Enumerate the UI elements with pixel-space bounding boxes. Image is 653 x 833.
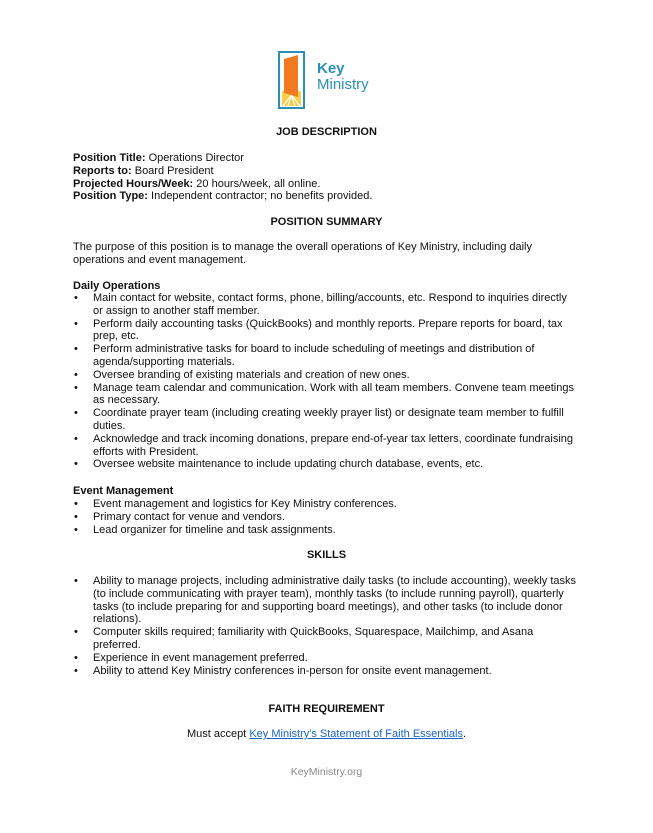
daily-operations-list (73, 292, 578, 471)
page-title: JOB DESCRIPTION (276, 126, 377, 138)
detail-value: Independent contractor; no benefits provided. (147, 190, 373, 203)
list-item: • Manage team calendar and communication. Work with all team members. Convene team meetings as necessary. (73, 382, 578, 408)
skills-heading: SKILLS (306, 549, 347, 561)
daily-operations-heading: Daily Operations (73, 280, 161, 292)
detail-label: Position Title: (73, 152, 146, 164)
list-item: • Experience in event management preferred. (73, 652, 578, 665)
list-item: • Acknowledge and track incoming donations, prepare end-of-year tax letters, coordinate fundraising efforts with President. (73, 433, 578, 459)
list-item: • Computer skills required; familiarity with QuickBooks, Squarespace, Mailchimp, and Asana preferred. (73, 626, 578, 652)
list-item: • Coordinate prayer team (including creating weekly prayer list) or designate team member to fulfill duties. (73, 407, 578, 433)
list-item: • Lead organizer for timeline and task assignments. (73, 524, 578, 537)
detail-label: Reports to: (73, 164, 132, 177)
detail-value: 20 hours/week, all online. (193, 177, 321, 190)
list-item: • Perform administrative tasks for board to include scheduling of meetings and distribution of agenda/supporting materials. (73, 343, 578, 369)
detail-label: Position Type: (73, 190, 148, 203)
event-management-heading: Event Management (73, 485, 174, 497)
logo-wordmark (317, 61, 369, 93)
list-item: • Ability to manage projects, including administrative daily tasks (to include accounting), weekly tasks (to include communicating with prayer team), monthly tasks (to include running payroll), quarterly tasks (to include preparing for and supporting board meetings), and other tasks (to include donor relations). (73, 575, 578, 626)
summary-heading: POSITION SUMMARY (270, 216, 383, 228)
detail-label: Projected Hours/Week: (73, 177, 194, 190)
list-item: • Oversee branding of existing materials and creation of new ones. (73, 369, 578, 382)
position-details (73, 152, 583, 203)
list-item: • Ability to attend Key Ministry conferences in-person for onsite event management. (73, 665, 578, 678)
faith-suffix: . (462, 728, 467, 740)
list-item: • Event management and logistics for Key Ministry conferences. (73, 498, 578, 511)
detail-value: Operations Director (145, 152, 244, 164)
door-logo-icon (278, 51, 305, 109)
footer-url: KeyMinistry.org (290, 766, 363, 778)
detail-row (73, 152, 583, 165)
detail-row (73, 190, 583, 203)
statement-of-faith-link[interactable]: Key Ministry's Statement of Faith Essentials (249, 728, 463, 740)
detail-row (73, 165, 583, 178)
faith-statement (0, 728, 653, 740)
logo-line-1: Key (317, 60, 345, 77)
list-item: • Primary contact for venue and vendors. (73, 511, 578, 524)
list-item: • Main contact for website, contact forms, phone, billing/accounts, etc. Respond to inquiries directly or assign to another staff member. (73, 292, 578, 318)
logo-line-2: Ministry (317, 76, 369, 93)
faith-heading: FAITH REQUIREMENT (268, 703, 385, 715)
list-item: • Perform daily accounting tasks (QuickBooks) and monthly reports. Prepare reports for board, tax prep, etc. (73, 318, 578, 344)
logo (278, 51, 388, 109)
faith-prefix: Must accept (186, 728, 250, 740)
list-item: • Oversee website maintenance to include updating church database, events, etc. (73, 458, 578, 471)
detail-value: Board President (131, 164, 214, 177)
skills-list (73, 575, 578, 677)
summary-text: The purpose of this position is to manage the overall operations of Key Ministry, including daily operations and event management. (73, 241, 532, 266)
detail-row (73, 178, 583, 191)
event-management-list (73, 498, 578, 536)
